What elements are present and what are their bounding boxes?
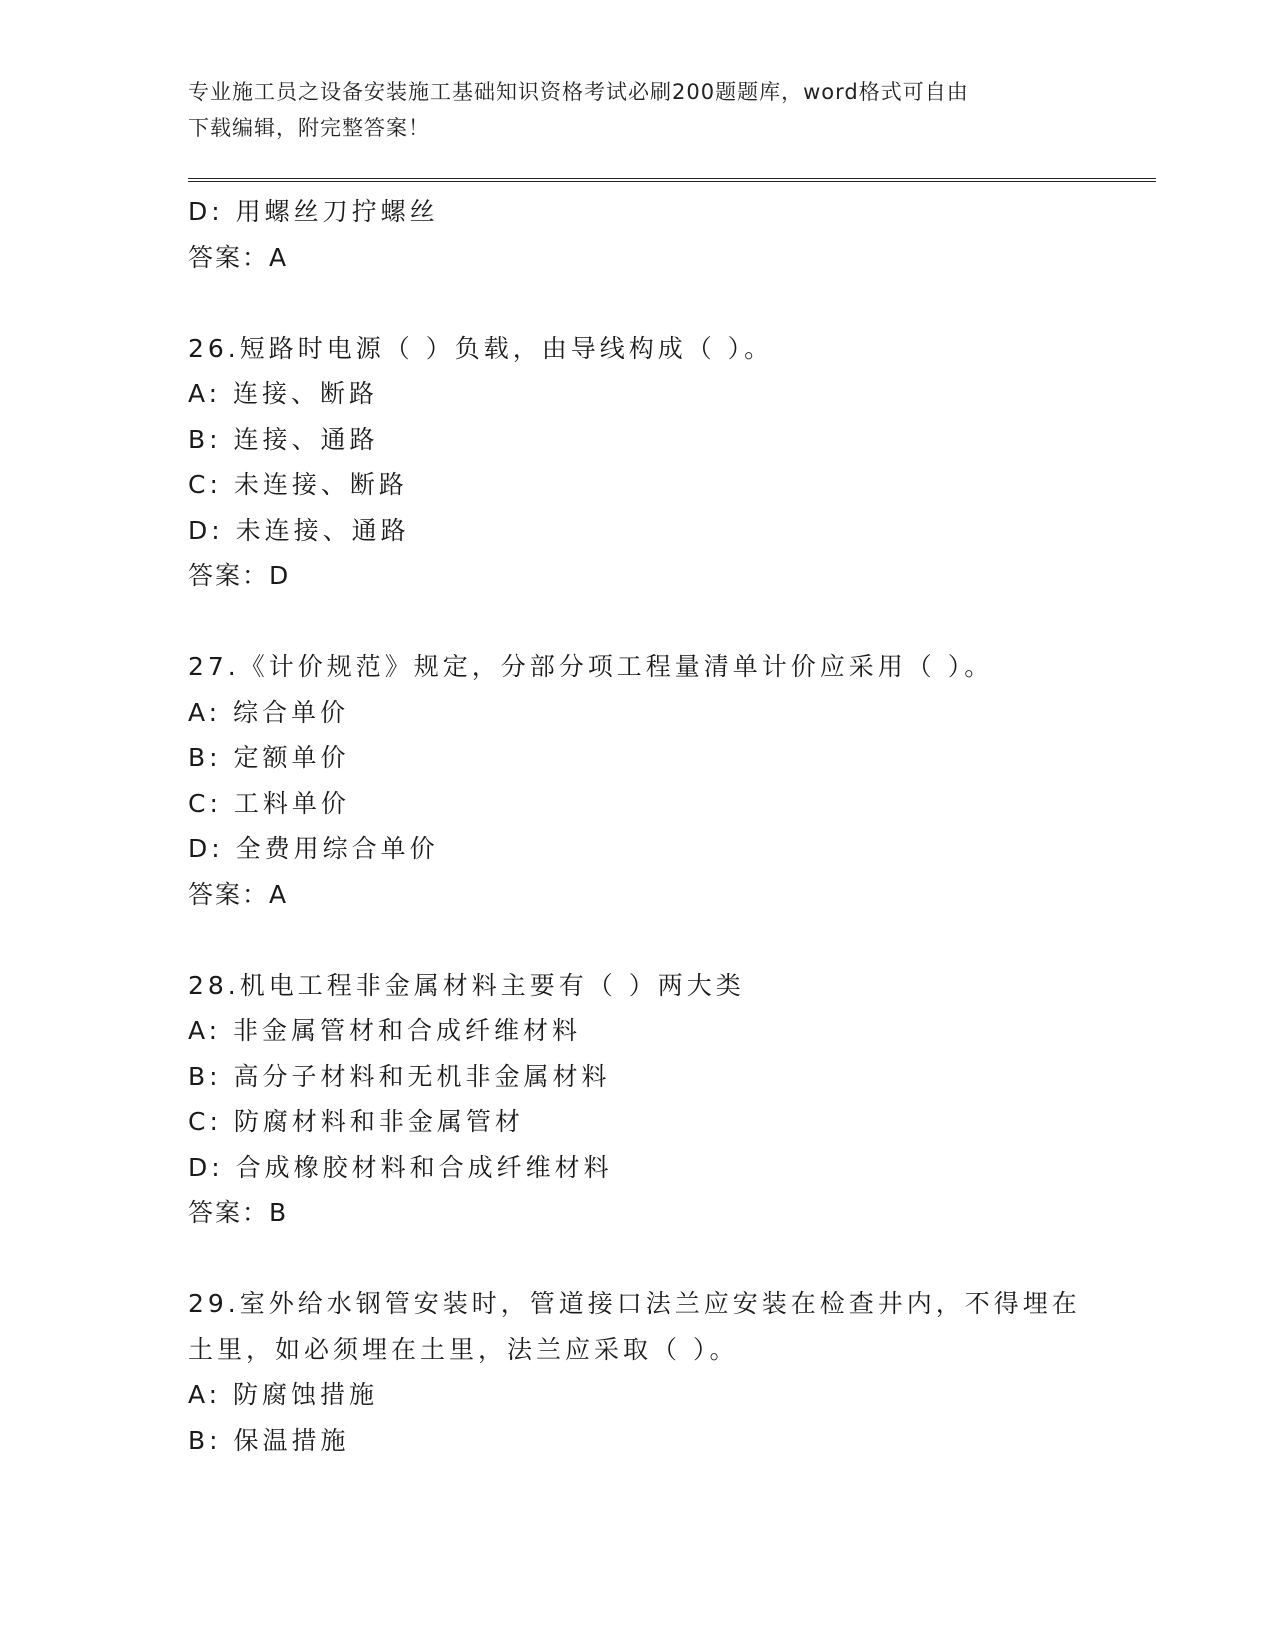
option-b: B: 保温措施 <box>188 1425 350 1455</box>
answer-line: 答案：D <box>188 561 291 590</box>
question-27 <box>188 644 1148 917</box>
header-divider <box>188 178 1156 182</box>
header-title-line-2: 下载编辑，附完整答案！ <box>188 116 430 140</box>
question-26 <box>188 326 1148 599</box>
option-c: C: 未连接、断路 <box>188 470 408 499</box>
question-content <box>188 189 1148 1463</box>
header-title-line-1: 专业施工员之设备安装施工基础知识资格考试必刷200题题库，word格式可自由 <box>188 80 969 104</box>
spacer <box>188 599 1148 645</box>
question-stem-line-2: 土里，如必须埋在土里，法兰应采取（ ）。 <box>188 1334 739 1364</box>
option-d: D: 合成橡胶材料和合成纤维材料 <box>188 1152 613 1182</box>
answer-line: 答案：A <box>188 879 289 909</box>
option-a: A: 综合单价 <box>188 697 350 727</box>
spacer <box>188 280 1148 326</box>
option-c: C: 工料单价 <box>188 788 350 818</box>
answer-line: 答案：A <box>188 242 289 272</box>
question-stem: 28.机电工程非金属材料主要有（ ）两大类 <box>188 970 745 1000</box>
question-stem: 26.短路时电源（ ）负载，由导线构成（ ）。 <box>188 333 774 363</box>
question-29 <box>188 1281 1148 1463</box>
answer-line: 答案：B <box>188 1198 289 1227</box>
option-a: A: 非金属管材和合成纤维材料 <box>188 1016 582 1045</box>
option-d: D: 用螺丝刀拧螺丝 <box>188 197 439 226</box>
question-stem-line-1: 29.室外给水钢管安装时，管道接口法兰应安装在检查井内，不得埋在 <box>188 1289 1081 1318</box>
page-header <box>188 74 1068 146</box>
option-b: B: 连接、通路 <box>188 424 379 454</box>
question-stem: 27.《计价规范》规定，分部分项工程量清单计价应采用（ ）。 <box>188 652 994 681</box>
option-b: B: 高分子材料和无机非金属材料 <box>188 1061 611 1091</box>
option-c: C: 防腐材料和非金属管材 <box>188 1107 524 1136</box>
question-28 <box>188 963 1148 1236</box>
option-d: D: 全费用综合单价 <box>188 834 439 863</box>
option-a: A: 连接、断路 <box>188 379 379 408</box>
spacer <box>188 1236 1148 1282</box>
option-a: A: 防腐蚀措施 <box>188 1380 379 1409</box>
spacer <box>188 917 1148 963</box>
option-b: B: 定额单价 <box>188 743 350 772</box>
option-d: D: 未连接、通路 <box>188 515 410 545</box>
